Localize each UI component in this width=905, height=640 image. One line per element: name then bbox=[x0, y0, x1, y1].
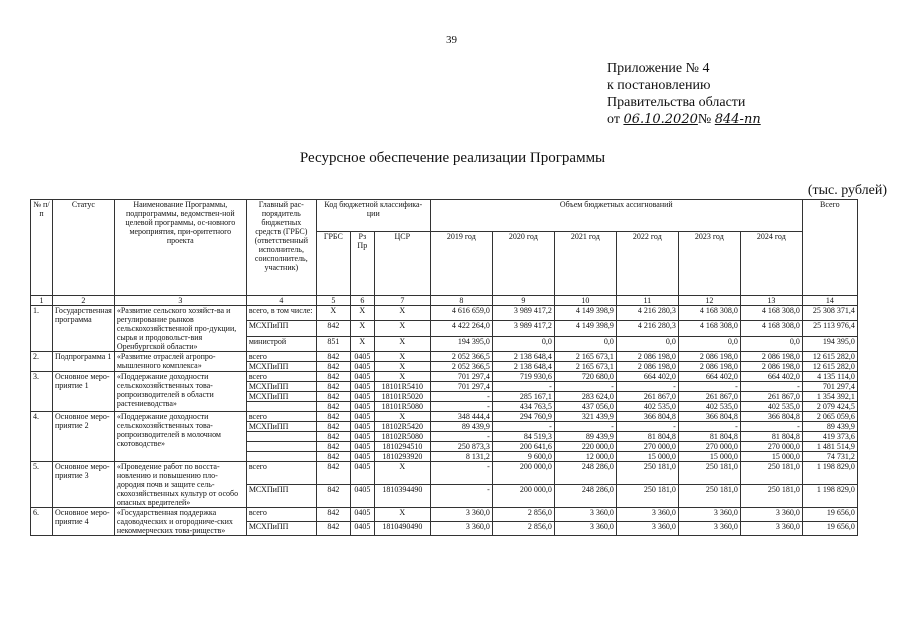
cell-csr: X bbox=[374, 321, 430, 336]
cell-rzpr: 0405 bbox=[350, 522, 374, 536]
cell-grbs-code: 842 bbox=[316, 485, 350, 508]
cell-amount: 15 000,0 bbox=[740, 452, 802, 462]
cell-csr: X bbox=[374, 412, 430, 422]
cell-amount: 4 168 308,0 bbox=[678, 306, 740, 321]
cell-rzpr: 0405 bbox=[350, 432, 374, 442]
cell-amount: 261 867,0 bbox=[678, 392, 740, 402]
cell-amount: 3 360,0 bbox=[616, 508, 678, 522]
cell-total: 19 656,0 bbox=[802, 522, 857, 536]
cell-amount: 3 989 417,2 bbox=[492, 306, 554, 321]
cell-rzpr: 0405 bbox=[350, 442, 374, 452]
cell-amount: 9 600,0 bbox=[492, 452, 554, 462]
cell-amount: 84 519,3 bbox=[492, 432, 554, 442]
cell-amount: 719 930,6 bbox=[492, 372, 554, 382]
cell-amount: 250 181,0 bbox=[616, 485, 678, 508]
cell-amount: 402 535,0 bbox=[678, 402, 740, 412]
cell-grbs: МСХПиПП bbox=[246, 362, 316, 372]
table-row bbox=[31, 352, 858, 362]
cell-grbs: МСХПиПП bbox=[246, 485, 316, 508]
cell-grbs-code: 842 bbox=[316, 412, 350, 422]
cell-amount: 81 804,8 bbox=[740, 432, 802, 442]
cell-amount: 4 168 308,0 bbox=[678, 321, 740, 336]
cell-amount: 194 395,0 bbox=[430, 336, 492, 351]
cell-rzpr: 0405 bbox=[350, 382, 374, 392]
cell-amount: 2 856,0 bbox=[492, 522, 554, 536]
cell-total: 2 079 424,5 bbox=[802, 402, 857, 412]
header-csr: ЦСР bbox=[374, 232, 430, 296]
col-number: 11 bbox=[616, 296, 678, 306]
cell-total: 74 731,2 bbox=[802, 452, 857, 462]
cell-amount: 283 624,0 bbox=[554, 392, 616, 402]
cell-csr: X bbox=[374, 462, 430, 485]
cell-status: Основное меро-приятие 3 bbox=[53, 462, 115, 508]
cell-grbs: министрой bbox=[246, 336, 316, 351]
cell-total: 1 354 392,1 bbox=[802, 392, 857, 402]
cell-status: Подпрограмма 1 bbox=[53, 352, 115, 372]
table-row bbox=[31, 462, 858, 485]
cell-csr: X bbox=[374, 336, 430, 351]
appendix-date: 06.10.2020 bbox=[623, 112, 698, 127]
appendix-number: 844-пп bbox=[714, 112, 761, 127]
cell-amount: 250 181,0 bbox=[678, 462, 740, 485]
cell-csr: X bbox=[374, 362, 430, 372]
cell-amount: 437 056,0 bbox=[554, 402, 616, 412]
header-2024: 2024 год bbox=[740, 232, 802, 296]
cell-amount: 0,0 bbox=[554, 336, 616, 351]
col-number: 4 bbox=[246, 296, 316, 306]
cell-amount: - bbox=[616, 422, 678, 432]
cell-total: 194 395,0 bbox=[802, 336, 857, 351]
cell-csr: 1810394490 bbox=[374, 485, 430, 508]
header-grbs: Главный рас-порядитель бюджетных средств (ГРБС) (ответственный исполнитель, соисполнитель, участник) bbox=[246, 200, 316, 296]
cell-amount: 2 086 198,0 bbox=[740, 362, 802, 372]
cell-amount: 250 181,0 bbox=[740, 462, 802, 485]
col-number: 1 bbox=[31, 296, 53, 306]
cell-grbs: МСХПиПП bbox=[246, 392, 316, 402]
cell-amount: 0,0 bbox=[616, 336, 678, 351]
cell-grbs: всего, в том числе: bbox=[246, 306, 316, 321]
cell-grbs: МСХПиПП bbox=[246, 321, 316, 336]
cell-amount: 4 616 659,0 bbox=[430, 306, 492, 321]
cell-amount: - bbox=[678, 382, 740, 392]
cell-status: Основное меро-приятие 1 bbox=[53, 372, 115, 412]
cell-amount: 3 360,0 bbox=[740, 508, 802, 522]
cell-rzpr: 0405 bbox=[350, 508, 374, 522]
cell-total: 4 135 114,0 bbox=[802, 372, 857, 382]
cell-rzpr: X bbox=[350, 336, 374, 351]
appendix-line-2: к постановлению bbox=[607, 78, 711, 93]
cell-amount: 2 856,0 bbox=[492, 508, 554, 522]
col-number: 2 bbox=[53, 296, 115, 306]
cell-amount: 12 000,0 bbox=[554, 452, 616, 462]
cell-amount: 200 641,6 bbox=[492, 442, 554, 452]
cell-amount: 81 804,8 bbox=[678, 432, 740, 442]
cell-rzpr: 0405 bbox=[350, 362, 374, 372]
cell-status: Основное меро-приятие 4 bbox=[53, 508, 115, 536]
cell-csr: 1810293920 bbox=[374, 452, 430, 462]
cell-rzpr: 0405 bbox=[350, 392, 374, 402]
cell-name: «Государственная поддержка садоводческих и огородниче-ских некоммерческих това-риществ» bbox=[114, 508, 246, 536]
cell-grbs-code: 842 bbox=[316, 392, 350, 402]
cell-amount: 3 989 417,2 bbox=[492, 321, 554, 336]
cell-amount: 366 804,8 bbox=[740, 412, 802, 422]
cell-name: «Поддержание доходности сельскохозяйственных това-ропроизводителей в молочном скотоводстве» bbox=[114, 412, 246, 462]
cell-grbs bbox=[246, 442, 316, 452]
cell-amount: 4 168 308,0 bbox=[740, 306, 802, 321]
cell-amount: 4 216 280,3 bbox=[616, 321, 678, 336]
header-name: Наименование Программы, подпрограммы, ведомствен-ной целевой программы, ос-новного мероприятия, при-оритетного проекта bbox=[114, 200, 246, 296]
col-number: 5 bbox=[316, 296, 350, 306]
col-number: 10 bbox=[554, 296, 616, 306]
cell-csr: 18102R5420 bbox=[374, 422, 430, 432]
cell-amount: 4 149 398,9 bbox=[554, 321, 616, 336]
cell-amount: 3 360,0 bbox=[678, 522, 740, 536]
cell-total: 12 615 282,0 bbox=[802, 352, 857, 362]
cell-grbs-code: X bbox=[316, 306, 350, 321]
cell-amount: 2 138 648,4 bbox=[492, 352, 554, 362]
col-number: 9 bbox=[492, 296, 554, 306]
cell-total: 89 439,9 bbox=[802, 422, 857, 432]
cell-amount: 664 402,0 bbox=[740, 372, 802, 382]
cell-amount: - bbox=[740, 422, 802, 432]
cell-grbs: всего bbox=[246, 508, 316, 522]
cell-grbs: МСХПиПП bbox=[246, 382, 316, 392]
table-row bbox=[31, 508, 858, 522]
cell-rzpr: X bbox=[350, 306, 374, 321]
col-number: 14 bbox=[802, 296, 857, 306]
cell-rzpr: 0405 bbox=[350, 452, 374, 462]
appendix-block bbox=[607, 60, 761, 128]
cell-num: 4. bbox=[31, 412, 53, 462]
cell-amount: 402 535,0 bbox=[616, 402, 678, 412]
header-2021: 2021 год bbox=[554, 232, 616, 296]
cell-num: 2. bbox=[31, 352, 53, 372]
cell-grbs-code: 842 bbox=[316, 382, 350, 392]
cell-csr: X bbox=[374, 352, 430, 362]
cell-amount: - bbox=[740, 382, 802, 392]
cell-amount: - bbox=[554, 422, 616, 432]
header-volume-group: Объем бюджетных ассигнований bbox=[430, 200, 802, 232]
cell-amount: 720 680,0 bbox=[554, 372, 616, 382]
col-number: 13 bbox=[740, 296, 802, 306]
cell-status: Государственная программа bbox=[53, 306, 115, 352]
cell-grbs bbox=[246, 402, 316, 412]
cell-amount: 402 535,0 bbox=[740, 402, 802, 412]
cell-amount: 248 286,0 bbox=[554, 462, 616, 485]
cell-csr: 1810490490 bbox=[374, 522, 430, 536]
cell-csr: X bbox=[374, 372, 430, 382]
col-number: 8 bbox=[430, 296, 492, 306]
cell-total: 12 615 282,0 bbox=[802, 362, 857, 372]
cell-amount: 366 804,8 bbox=[616, 412, 678, 422]
header-rzpr: Рз Пр bbox=[350, 232, 374, 296]
cell-csr: 18101R5410 bbox=[374, 382, 430, 392]
cell-amount: 348 444,4 bbox=[430, 412, 492, 422]
cell-grbs-code: 842 bbox=[316, 321, 350, 336]
cell-total: 19 656,0 bbox=[802, 508, 857, 522]
cell-amount: 200 000,0 bbox=[492, 462, 554, 485]
cell-grbs-code: 842 bbox=[316, 362, 350, 372]
cell-amount: 2 138 648,4 bbox=[492, 362, 554, 372]
cell-amount: 261 867,0 bbox=[740, 392, 802, 402]
cell-amount: 270 000,0 bbox=[740, 442, 802, 452]
cell-amount: 285 167,1 bbox=[492, 392, 554, 402]
appendix-number-prefix: № bbox=[697, 112, 715, 127]
cell-grbs-code: 842 bbox=[316, 522, 350, 536]
cell-rzpr: 0405 bbox=[350, 402, 374, 412]
cell-grbs: всего bbox=[246, 372, 316, 382]
cell-amount: 250 873,3 bbox=[430, 442, 492, 452]
cell-amount: 248 286,0 bbox=[554, 485, 616, 508]
cell-amount: 4 216 280,3 bbox=[616, 306, 678, 321]
cell-amount: 15 000,0 bbox=[678, 452, 740, 462]
cell-grbs-code: 842 bbox=[316, 432, 350, 442]
cell-amount: 701 297,4 bbox=[430, 382, 492, 392]
col-number: 12 bbox=[678, 296, 740, 306]
cell-amount: 3 360,0 bbox=[430, 522, 492, 536]
header-grbs-code: ГРБС bbox=[316, 232, 350, 296]
cell-total: 1 481 514,9 bbox=[802, 442, 857, 452]
cell-amount: 2 086 198,0 bbox=[678, 362, 740, 372]
header-status: Статус bbox=[53, 200, 115, 296]
cell-name: «Развитие сельского хозяйст-ва и регулирование рынков сельскохозяйственной про-дукции, сырья и продовольст-вия Оренбургской области» bbox=[114, 306, 246, 352]
header-2023: 2023 год bbox=[678, 232, 740, 296]
cell-amount: 294 760,9 bbox=[492, 412, 554, 422]
cell-num: 6. bbox=[31, 508, 53, 536]
cell-grbs-code: 842 bbox=[316, 442, 350, 452]
cell-amount: - bbox=[430, 462, 492, 485]
cell-rzpr: 0405 bbox=[350, 412, 374, 422]
cell-amount: 3 360,0 bbox=[678, 508, 740, 522]
cell-grbs: всего bbox=[246, 412, 316, 422]
cell-grbs-code: 842 bbox=[316, 462, 350, 485]
cell-amount: 3 360,0 bbox=[616, 522, 678, 536]
cell-amount: 2 086 198,0 bbox=[678, 352, 740, 362]
header-num: № п/п bbox=[31, 200, 53, 296]
cell-grbs-code: 842 bbox=[316, 352, 350, 362]
col-number: 6 bbox=[350, 296, 374, 306]
table-row bbox=[31, 412, 858, 422]
cell-amount: 434 763,5 bbox=[492, 402, 554, 412]
cell-amount: 89 439,9 bbox=[554, 432, 616, 442]
header-2020: 2020 год bbox=[492, 232, 554, 296]
cell-amount: 0,0 bbox=[740, 336, 802, 351]
cell-name: «Проведение работ по восста-новлению и повышению пло-дородия почв и защите сель-скохозяйственных культур от особо опасных вредителей» bbox=[114, 462, 246, 508]
cell-total: 419 373,6 bbox=[802, 432, 857, 442]
cell-rzpr: 0405 bbox=[350, 422, 374, 432]
cell-amount: - bbox=[616, 382, 678, 392]
col-number: 3 bbox=[114, 296, 246, 306]
cell-rzpr: 0405 bbox=[350, 485, 374, 508]
cell-amount: 3 360,0 bbox=[554, 522, 616, 536]
cell-grbs-code: 842 bbox=[316, 422, 350, 432]
cell-amount: 3 360,0 bbox=[740, 522, 802, 536]
cell-grbs: МСХПиПП bbox=[246, 422, 316, 432]
cell-amount: 2 086 198,0 bbox=[740, 352, 802, 362]
cell-amount: - bbox=[430, 485, 492, 508]
cell-amount: - bbox=[554, 382, 616, 392]
cell-csr: 18102R5080 bbox=[374, 432, 430, 442]
cell-amount: - bbox=[430, 432, 492, 442]
cell-rzpr: 0405 bbox=[350, 352, 374, 362]
col-number: 7 bbox=[374, 296, 430, 306]
cell-amount: 664 402,0 bbox=[616, 372, 678, 382]
appendix-line-1: Приложение № 4 bbox=[607, 61, 710, 76]
cell-amount: 2 165 673,1 bbox=[554, 352, 616, 362]
cell-amount: 366 804,8 bbox=[678, 412, 740, 422]
document-title: Ресурсное обеспечение реализации Программы bbox=[299, 150, 606, 166]
cell-amount: 8 131,2 bbox=[430, 452, 492, 462]
cell-amount: - bbox=[492, 422, 554, 432]
cell-amount: 2 165 673,1 bbox=[554, 362, 616, 372]
cell-csr: X bbox=[374, 508, 430, 522]
cell-status: Основное меро-приятие 2 bbox=[53, 412, 115, 462]
cell-rzpr: 0405 bbox=[350, 372, 374, 382]
cell-total: 25 113 976,4 bbox=[802, 321, 857, 336]
cell-csr: 1810294510 bbox=[374, 442, 430, 452]
cell-amount: 4 422 264,0 bbox=[430, 321, 492, 336]
cell-amount: 261 867,0 bbox=[616, 392, 678, 402]
cell-grbs: МСХПиПП bbox=[246, 522, 316, 536]
header-2022: 2022 год bbox=[616, 232, 678, 296]
cell-amount: 89 439,9 bbox=[430, 422, 492, 432]
header-total: Всего bbox=[802, 200, 857, 296]
cell-amount: 250 181,0 bbox=[740, 485, 802, 508]
appendix-date-prefix: от bbox=[607, 112, 624, 127]
cell-name: «Поддержание доходности сельскохозяйственных това-ропроизводителей в области растениеводства» bbox=[114, 372, 246, 412]
cell-num: 3. bbox=[31, 372, 53, 412]
cell-grbs-code: 851 bbox=[316, 336, 350, 351]
resource-table bbox=[30, 199, 858, 536]
cell-amount: - bbox=[430, 392, 492, 402]
cell-amount: 701 297,4 bbox=[430, 372, 492, 382]
cell-grbs-code: 842 bbox=[316, 452, 350, 462]
cell-amount: 0,0 bbox=[678, 336, 740, 351]
cell-amount: 220 000,0 bbox=[554, 442, 616, 452]
page-number: 39 bbox=[446, 34, 457, 46]
cell-amount: - bbox=[678, 422, 740, 432]
cell-amount: 270 000,0 bbox=[616, 442, 678, 452]
cell-amount: 2 052 366,5 bbox=[430, 352, 492, 362]
cell-total: 701 297,4 bbox=[802, 382, 857, 392]
cell-amount: 250 181,0 bbox=[678, 485, 740, 508]
cell-num: 1. bbox=[31, 306, 53, 352]
cell-total: 2 065 059,6 bbox=[802, 412, 857, 422]
header-code-group: Код бюджетной классифика-ции bbox=[316, 200, 430, 232]
cell-amount: 664 402,0 bbox=[678, 372, 740, 382]
cell-grbs bbox=[246, 452, 316, 462]
appendix-line-4 bbox=[607, 111, 761, 128]
cell-amount: - bbox=[492, 382, 554, 392]
column-numbers-row bbox=[31, 296, 858, 306]
cell-total: 1 198 829,0 bbox=[802, 462, 857, 485]
table-row bbox=[31, 306, 858, 321]
cell-grbs bbox=[246, 432, 316, 442]
cell-amount: 2 086 198,0 bbox=[616, 352, 678, 362]
cell-amount: 2 052 366,5 bbox=[430, 362, 492, 372]
appendix-line-3: Правительства области bbox=[607, 95, 746, 110]
cell-rzpr: 0405 bbox=[350, 462, 374, 485]
cell-num: 5. bbox=[31, 462, 53, 508]
cell-grbs-code: 842 bbox=[316, 508, 350, 522]
cell-grbs-code: 842 bbox=[316, 372, 350, 382]
cell-amount: 81 804,8 bbox=[616, 432, 678, 442]
cell-amount: 0,0 bbox=[492, 336, 554, 351]
cell-amount: 3 360,0 bbox=[554, 508, 616, 522]
cell-amount: 4 168 308,0 bbox=[740, 321, 802, 336]
cell-grbs: всего bbox=[246, 352, 316, 362]
cell-csr: 18101R5020 bbox=[374, 392, 430, 402]
cell-total: 1 198 829,0 bbox=[802, 485, 857, 508]
cell-amount: 3 360,0 bbox=[430, 508, 492, 522]
cell-csr: X bbox=[374, 306, 430, 321]
table-row bbox=[31, 372, 858, 382]
cell-amount: 15 000,0 bbox=[616, 452, 678, 462]
cell-amount: 4 149 398,9 bbox=[554, 306, 616, 321]
units-label: (тыс. рублей) bbox=[807, 183, 887, 198]
cell-grbs: всего bbox=[246, 462, 316, 485]
cell-amount: - bbox=[430, 402, 492, 412]
cell-grbs-code: 842 bbox=[316, 402, 350, 412]
header-2019: 2019 год bbox=[430, 232, 492, 296]
cell-name: «Развитие отраслей агропро-мышленного комплекса» bbox=[114, 352, 246, 372]
cell-amount: 321 439,9 bbox=[554, 412, 616, 422]
cell-amount: 200 000,0 bbox=[492, 485, 554, 508]
cell-csr: 18101R5080 bbox=[374, 402, 430, 412]
cell-amount: 2 086 198,0 bbox=[616, 362, 678, 372]
cell-amount: 270 000,0 bbox=[678, 442, 740, 452]
cell-rzpr: X bbox=[350, 321, 374, 336]
cell-total: 25 308 371,4 bbox=[802, 306, 857, 321]
cell-amount: 250 181,0 bbox=[616, 462, 678, 485]
